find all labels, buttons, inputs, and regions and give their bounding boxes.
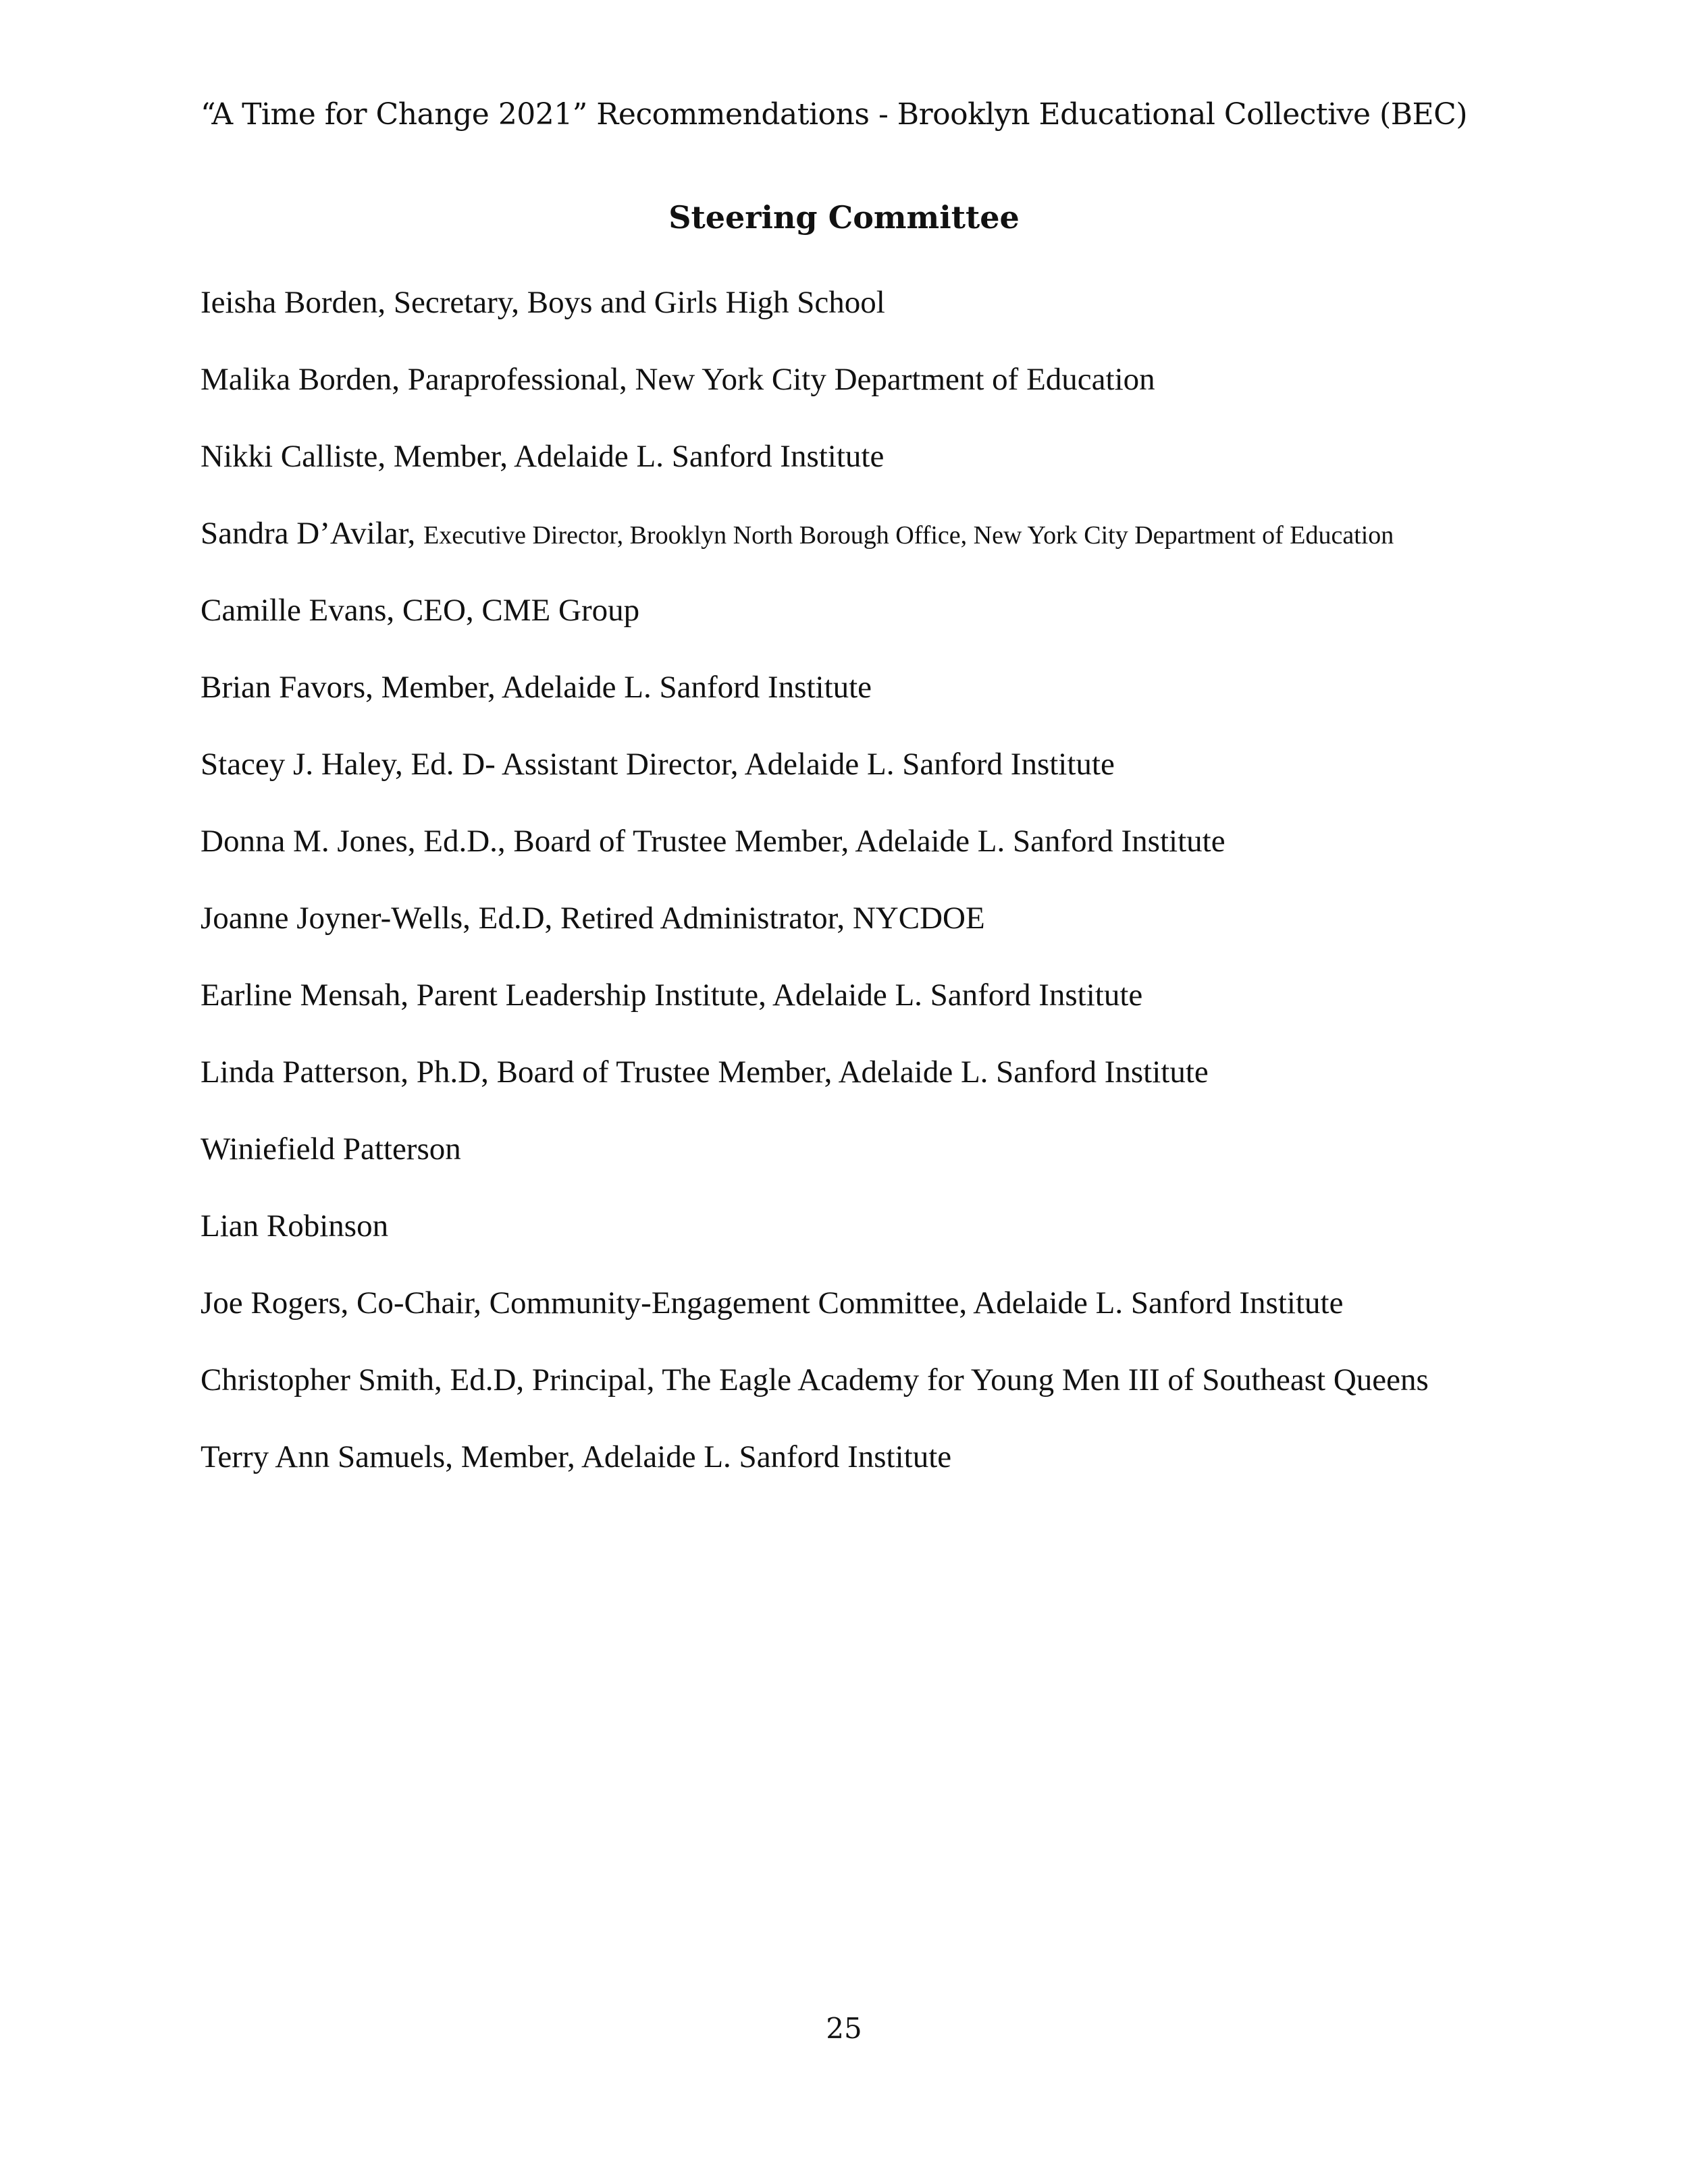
member-name: Sandra D’Avilar, <box>201 516 416 551</box>
list-item <box>201 510 1429 587</box>
member-list <box>201 279 1429 1510</box>
list-item: Joe Rogers, Co-Chair, Community-Engagement Committee, Adelaide L. Sanford Institute <box>201 1285 1344 1321</box>
list-item: Terry Ann Samuels, Member, Adelaide L. Sanford Institute <box>201 1439 952 1474</box>
list-item: Malika Borden, Paraprofessional, New York City Department of Education <box>201 362 1155 397</box>
section-title: Steering Committee <box>668 199 1020 236</box>
page-number: 25 <box>826 2012 862 2045</box>
running-header: “A Time for Change 2021” Recommendations - Brooklyn Educational Collective (BEC) <box>201 97 1467 132</box>
list-item: Donna M. Jones, Ed.D., Board of Trustee Member, Adelaide L. Sanford Institute <box>201 824 1225 859</box>
list-item: Stacey J. Haley, Ed. D- Assistant Director, Adelaide L. Sanford Institute <box>201 747 1115 782</box>
list-item: Ieisha Borden, Secretary, Boys and Girls High School <box>201 285 885 320</box>
list-item: Nikki Calliste, Member, Adelaide L. Sanford Institute <box>201 439 885 474</box>
list-item: Lian Robinson <box>201 1208 389 1244</box>
list-item: Earline Mensah, Parent Leadership Institute, Adelaide L. Sanford Institute <box>201 978 1143 1013</box>
list-item: Winiefield Patterson <box>201 1131 461 1167</box>
list-item: Camille Evans, CEO, CME Group <box>201 593 640 628</box>
list-item: Linda Patterson, Ph.D, Board of Trustee Member, Adelaide L. Sanford Institute <box>201 1055 1209 1090</box>
list-item: Christopher Smith, Ed.D, Principal, The Eagle Academy for Young Men III of Southeast Queens <box>201 1362 1429 1397</box>
member-role: Executive Director, Brooklyn North Borough Office, New York City Department of Education <box>423 521 1394 550</box>
list-item: Brian Favors, Member, Adelaide L. Sanford Institute <box>201 670 872 705</box>
list-item: Joanne Joyner-Wells, Ed.D, Retired Administrator, NYCDOE <box>201 901 985 936</box>
